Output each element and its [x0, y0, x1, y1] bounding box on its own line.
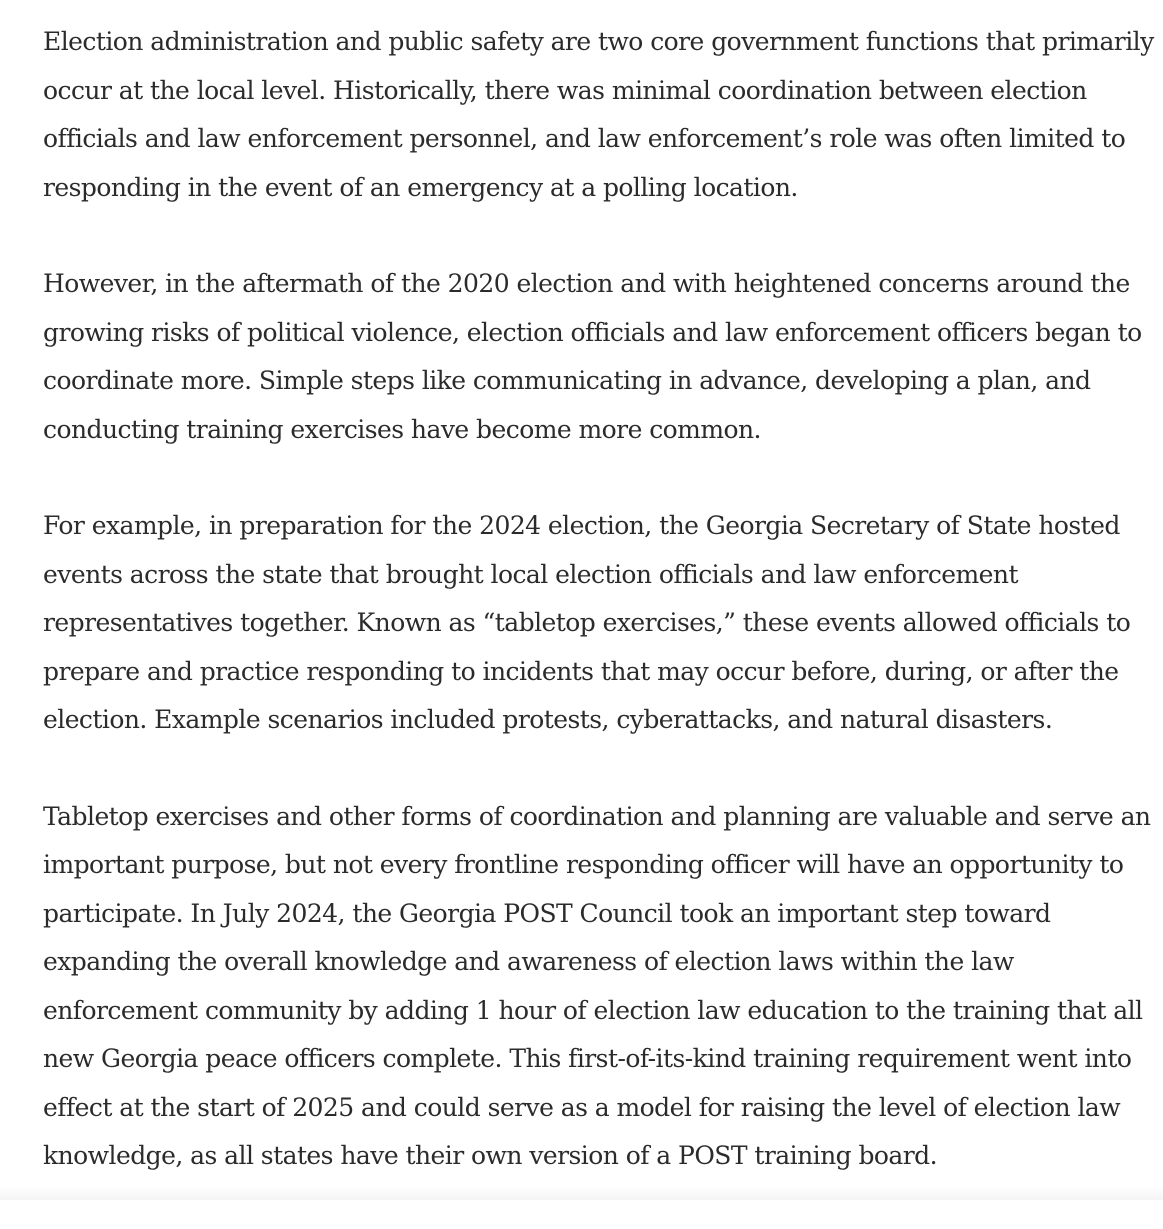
paragraph-line: effect at the start of 2025 and could serve as a model for raising the level of election law: [43, 1092, 1121, 1122]
bottom-edge-shade: [0, 1186, 1163, 1200]
paragraph-2: [43, 260, 1143, 454]
paragraph-line: responding in the event of an emergency at a polling location.: [43, 172, 798, 202]
paragraph-1: [43, 18, 1154, 212]
paragraph-line: election. Example scenarios included protests, cyberattacks, and natural disasters.: [43, 705, 1053, 734]
paragraph-line: For example, in preparation for the 2024 election, the Georgia Secretary of State hosted: [43, 511, 1120, 540]
paragraph-line: occur at the local level. Historically, there was minimal coordination between election: [43, 75, 1087, 105]
paragraph-line: coordinate more. Simple steps like communicating in advance, developing a plan, and: [43, 366, 1091, 395]
paragraph-line: enforcement community by adding 1 hour of election law education to the training that all: [43, 995, 1143, 1025]
paragraph-line: important purpose, but not every frontline responding officer will have an opportunity to: [43, 850, 1124, 879]
paragraph-line: Tabletop exercises and other forms of coordination and planning are valuable and serve an: [43, 801, 1151, 831]
article-body: [43, 18, 1154, 1229]
paragraph-line: growing risks of political violence, election officials and law enforcement officers began to: [43, 317, 1142, 347]
paragraph-line: prepare and practice responding to incidents that may occur before, during, or after the: [43, 656, 1119, 686]
paragraph-line: events across the state that brought local election officials and law enforcement: [43, 559, 1018, 589]
paragraph-line: representatives together. Known as “tabletop exercises,” these events allowed officials to: [43, 608, 1131, 637]
paragraph-line: expanding the overall knowledge and awareness of election laws within the law: [43, 947, 1014, 976]
paragraph-line: However, in the aftermath of the 2020 election and with heightened concerns around the: [43, 269, 1130, 298]
paragraph-line: Election administration and public safety are two core government functions that primarily: [43, 27, 1154, 56]
paragraph-line: new Georgia peace officers complete. This first-of-its-kind training requirement went into: [43, 1044, 1132, 1073]
paragraph-3: [43, 502, 1143, 745]
paragraph-4: [43, 793, 1151, 1181]
paragraph-line: participate. In July 2024, the Georgia POST Council took an important step toward: [43, 898, 1051, 928]
paragraph-line: conducting training exercises have become more common.: [43, 414, 761, 444]
paragraph-line: officials and law enforcement personnel, and law enforcement’s role was often limited to: [43, 124, 1126, 153]
paragraph-line: knowledge, as all states have their own version of a POST training board.: [43, 1141, 938, 1170]
